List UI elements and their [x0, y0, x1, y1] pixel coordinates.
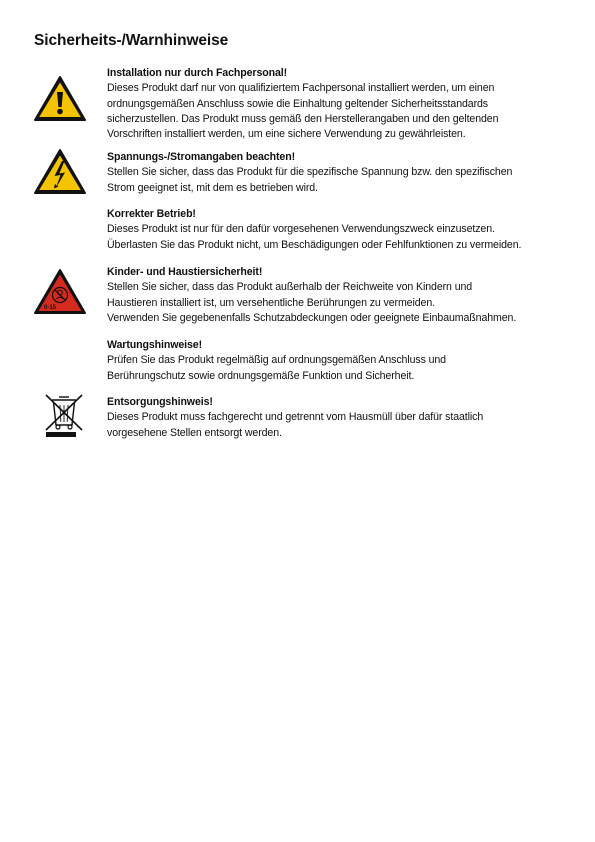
child-safety-warning-icon: [32, 267, 88, 317]
section-heading: Spannungs-/Stromangaben beachten!: [107, 151, 295, 163]
section-line: Stellen Sie sicher, dass das Produkt für die spezifische Spannung bzw. den spezifischen: [107, 166, 513, 179]
warning-triangle-icon: [32, 74, 88, 124]
section-line: Strom geeignet ist, mit dem es betrieben wird.: [107, 181, 318, 194]
section-text: [107, 338, 577, 384]
section-heading: Kinder- und Haustiersicherheit!: [107, 266, 263, 278]
crossed-out-wheelie-bin-icon: [32, 392, 88, 442]
section-line: Haustieren installiert ist, um versehentliche Berührungen zu vermeiden.: [107, 296, 435, 309]
section-line: ordnungsgemäßen Anschluss sowie die Einhaltung geltender Sicherheitsstandards: [107, 97, 488, 110]
section-text: [107, 395, 577, 441]
section-line: Stellen Sie sicher, dass das Produkt außerhalb der Reichweite von Kindern und: [107, 281, 473, 294]
section-line: Dieses Produkt muss fachgerecht und getrennt vom Hausmüll über dafür staatlich: [107, 411, 484, 424]
section-line: vorgesehene Stellen entsorgt werden.: [107, 426, 282, 439]
section-line: Vorschriften installiert werden, um eine sichere Verwendung zu gewährleisten.: [107, 128, 466, 141]
section-line: Berührungschutz sowie ordnungsgemäße Funktion und Sicherheit.: [107, 369, 415, 382]
electrical-hazard-icon: [32, 147, 88, 197]
section-line: Verwenden Sie gegebenenfalls Schutzabdeckungen oder geeignete Einbaumaßnahmen.: [107, 311, 517, 324]
section-text: [107, 265, 577, 326]
section-text: [107, 150, 577, 196]
section-text: [107, 66, 577, 142]
age-range-label: 0-15: [44, 305, 57, 311]
section-heading: Korrekter Betrieb!: [107, 208, 196, 220]
section-heading: Entsorgungshinweis!: [107, 396, 213, 408]
section-heading: Installation nur durch Fachpersonal!: [107, 67, 288, 79]
section-line: Dieses Produkt darf nur von qualifiziertem Fachpersonal installiert werden, um einen: [107, 82, 495, 95]
section-line: Prüfen Sie das Produkt regelmäßig auf ordnungsgemäßen Anschluss und: [107, 354, 446, 367]
section-line: Dieses Produkt ist nur für den dafür vorgesehenen Verwendungszweck einzusetzen.: [107, 223, 495, 236]
section-text: [107, 207, 577, 253]
section-line: Überlasten Sie das Produkt nicht, um Beschädigungen oder Fehlfunktionen zu vermeiden.: [107, 238, 522, 251]
section-line: sicherzustellen. Das Produkt muss gemäß den Herstellerangaben und den geltenden: [107, 112, 499, 125]
page-title: Sicherheits-/Warnhinweise: [34, 32, 229, 49]
section-heading: Wartungshinweise!: [107, 339, 203, 351]
